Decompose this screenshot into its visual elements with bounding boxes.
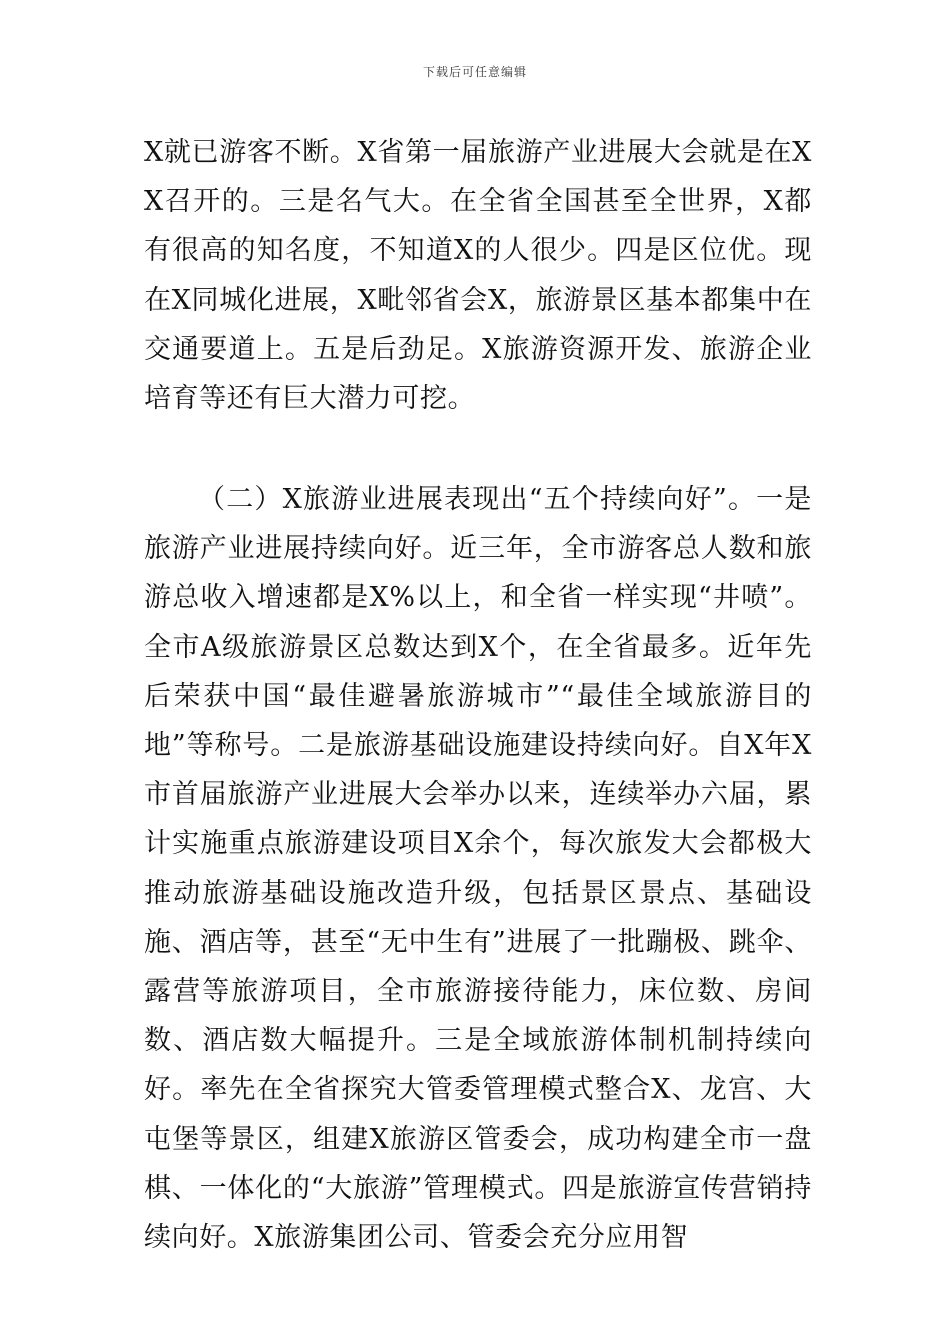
paragraph-2: （二）X旅游业进展表现出“五个持续向好”。一是旅游产业进展持续向好。近三年，全市游客总人数和旅游总收入增速都是X%以上，和全省一样实现“井喷”。全市A级旅游景区总数达到X个，在全省最多。近年先后荣获中国“最佳避暑旅游城市”“最佳全域旅游目的地”等称号。二是旅游基础设施建设持续向好。自X年X市首届旅游产业进展大会举办以来，连续举办六届，累计实施重点旅游建设项目X余个，每次旅发大会都极大推动旅游基础设施改造升级，包括景区景点、基础设施、酒店等，甚至“无中生有”进展了一批蹦极、跳伞、露营等旅游项目，全市旅游接待能力，床位数、房间数、酒店数大幅提升。三是全域旅游体制机制持续向好。率先在全省探究大管委管理模式整合X、龙宫、大屯堡等景区，组建X旅游区管委会，成功构建全市一盘棋、一体化的“大旅游”管理模式。四是旅游宣传营销持续向好。X旅游集团公司、管委会充分应用智 [144,484,812,1254]
paragraph-1: X就已游客不断。X省第一届旅游产业进展大会就是在XX召开的。三是名气大。在全省全国甚至全世界，X都有很高的知名度，不知道X的人很少。四是区位优。现在X同城化进展，X毗邻省会X，旅游景区基本都集中在交通要道上。五是后劲足。X旅游资源开发、旅游企业培育等还有巨大潜力可挖。 [144,137,812,415]
page-header: 下载后可任意编辑 [422,65,527,79]
